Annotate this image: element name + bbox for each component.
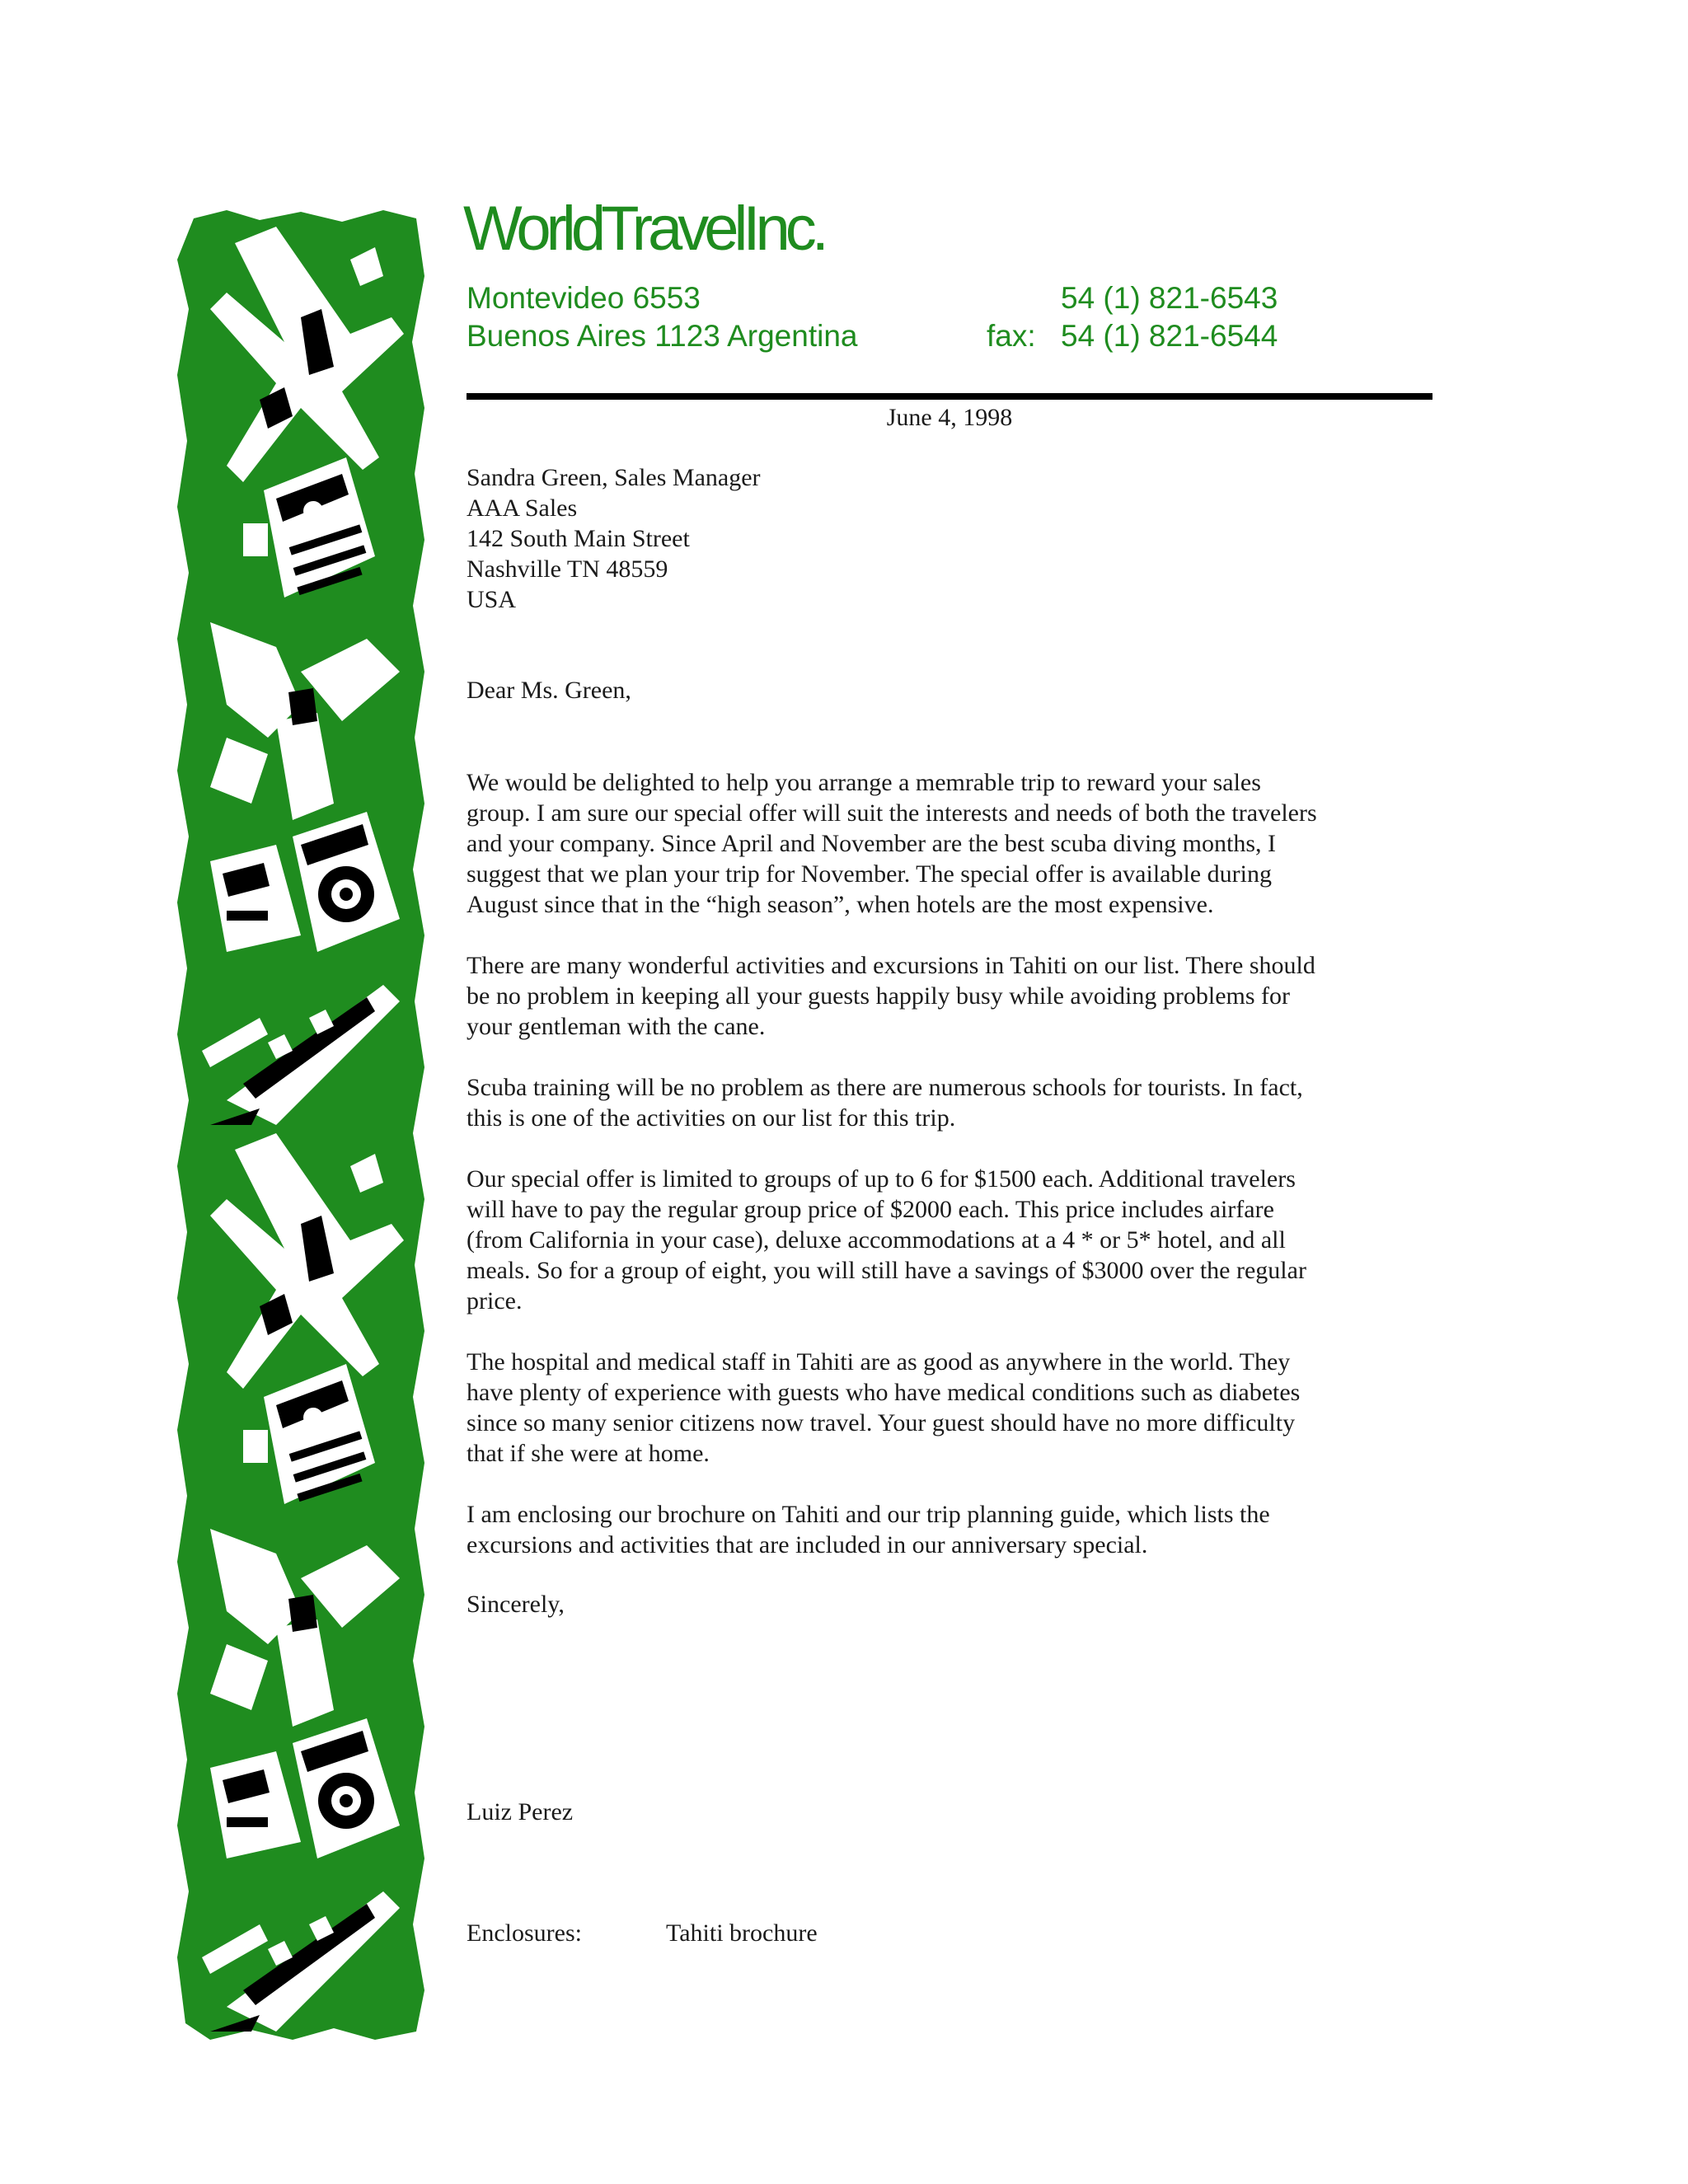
body-line: August since that in the “high season”, when hotels are the most expensive. <box>467 891 1214 918</box>
body-line: suggest that we plan your trip for November. The special offer is available during <box>467 860 1272 888</box>
address-line-1: Montevideo 6553 <box>467 281 701 315</box>
recipient-address <box>467 462 761 615</box>
body-line: There are many wonderful activities and excursions in Tahiti on our list. There should <box>467 952 1315 979</box>
body-line: meals. So for a group of eight, you will still have a savings of $3000 over the regular <box>467 1257 1306 1284</box>
body-line: will have to pay the regular group price of $2000 each. This price includes airfare <box>467 1196 1274 1223</box>
body-paragraph <box>467 1164 1432 1316</box>
body-paragraph <box>467 767 1432 920</box>
enclosures-item: Tahiti brochure <box>666 1919 818 1947</box>
fax-number: 54 (1) 821-6544 <box>1061 319 1278 353</box>
body-line: and your company. Since April and November are the best scuba diving months, I <box>467 830 1276 857</box>
body-paragraph <box>467 1347 1432 1469</box>
company-name: WorldTravelInc. <box>463 194 824 264</box>
body-line: group. I am sure our special offer will suit the interests and needs of both the travelers <box>467 799 1317 827</box>
enclosures <box>467 1918 818 1948</box>
body-line: this is one of the activities on our list for this trip. <box>467 1104 956 1132</box>
body-line: your gentleman with the cane. <box>467 1013 766 1040</box>
decorative-border <box>177 210 424 2040</box>
address-line-2: Buenos Aires 1123 Argentina <box>467 319 858 353</box>
body-line: I am enclosing our brochure on Tahiti and our trip planning guide, which lists the <box>467 1501 1270 1528</box>
body-line: The hospital and medical staff in Tahiti are as good as anywhere in the world. They <box>467 1348 1291 1376</box>
body-paragraph <box>467 1072 1432 1133</box>
recipient-line: 142 South Main Street <box>467 525 690 552</box>
body-line: Scuba training will be no problem as there are numerous schools for tourists. In fact, <box>467 1074 1303 1101</box>
body-line: since so many senior citizens now travel. Your guest should have no more difficulty <box>467 1409 1296 1436</box>
recipient-line: Sandra Green, Sales Manager <box>467 464 761 491</box>
closing: Sincerely, <box>467 1591 565 1618</box>
letter-date: June 4, 1998 <box>886 404 1013 431</box>
header-rule <box>467 393 1432 400</box>
body-paragraph <box>467 950 1432 1042</box>
body-line: that if she were at home. <box>467 1440 710 1467</box>
salutation: Dear Ms. Green, <box>467 677 631 704</box>
body-line: excursions and activities that are included in our anniversary special. <box>467 1531 1148 1558</box>
phone-number: 54 (1) 821-6543 <box>1061 281 1278 315</box>
recipient-line: USA <box>467 586 517 613</box>
recipient-line: AAA Sales <box>467 494 578 522</box>
body-paragraph <box>467 1499 1432 1560</box>
body-line: have plenty of experience with guests who have medical conditions such as diabetes <box>467 1379 1301 1406</box>
body-line: be no problem in keeping all your guests happily busy while avoiding problems for <box>467 982 1290 1010</box>
body-line: (from California in your case), deluxe accommodations at a 4 * or 5* hotel, and all <box>467 1226 1286 1254</box>
body-line: Our special offer is limited to groups of up to 6 for $1500 each. Additional travelers <box>467 1165 1296 1193</box>
signature-name: Luiz Perez <box>467 1798 574 1825</box>
body-line: price. <box>467 1287 523 1315</box>
body-line: We would be delighted to help you arrange a memrable trip to reward your sales <box>467 769 1261 796</box>
enclosures-label: Enclosures: <box>467 1919 582 1947</box>
recipient-line: Nashville TN 48559 <box>467 555 668 583</box>
letter-body <box>467 767 1432 1591</box>
fax-label: fax: <box>987 319 1036 353</box>
